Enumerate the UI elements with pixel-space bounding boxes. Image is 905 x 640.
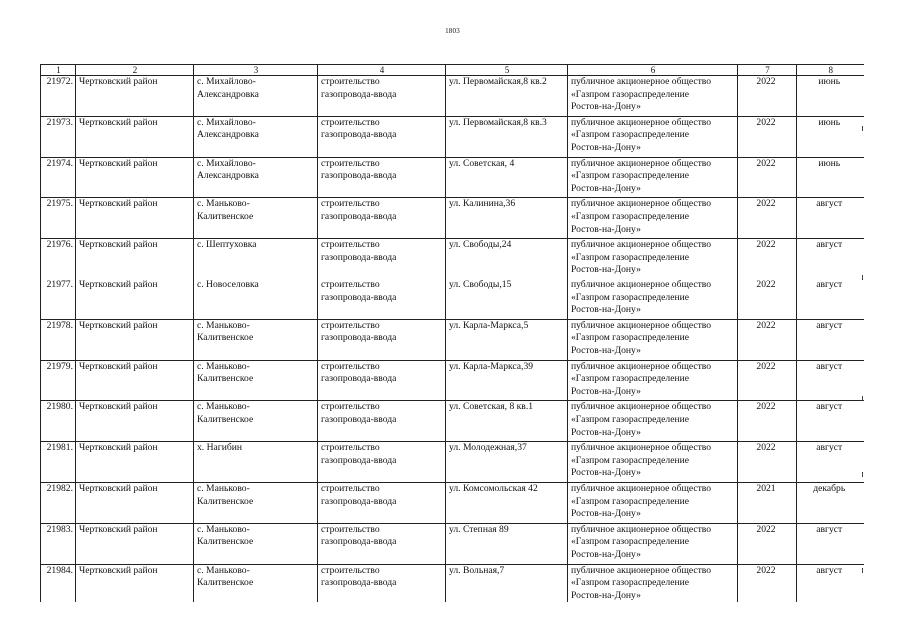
work-type-cell-line: газопровода-ввода <box>321 291 397 303</box>
organization-cell-line: Ростов-на-Дону» <box>571 223 641 235</box>
district-cell <box>76 442 194 483</box>
district-cell-line: Чертковский район <box>79 76 158 87</box>
organization-cell-line: публичное акционерное общество <box>571 564 712 576</box>
address-cell-line: ул. Вольная,7 <box>449 564 505 576</box>
organization-cell-line: публичное акционерное общество <box>571 198 712 210</box>
locality-cell-line: с. Михайлово- <box>197 76 256 87</box>
organization-cell-line: Ростов-на-Дону» <box>571 589 641 601</box>
organization-cell-line: Ростов-на-Дону» <box>571 467 641 479</box>
work-type-cell <box>318 442 446 483</box>
year-cell <box>738 482 797 523</box>
row-number-cell-line: 21979. <box>46 360 73 372</box>
row-number-cell <box>41 279 76 319</box>
row-number-cell <box>41 239 76 279</box>
row-number-cell-line: 21975. <box>46 198 73 210</box>
col-header-8: 8 <box>797 65 864 76</box>
work-type-cell-line: газопровода-ввода <box>321 536 397 548</box>
locality-cell-line: Александровка <box>197 88 259 100</box>
locality-cell-line: с. Михайлово- <box>197 157 256 169</box>
work-type-cell-line: газопровода-ввода <box>321 170 397 182</box>
address-cell-line: ул. Свободы,15 <box>449 278 512 290</box>
row-number-cell-line: 21977. <box>46 278 73 290</box>
district-cell <box>76 401 194 442</box>
locality-cell <box>194 401 318 442</box>
organization-cell-line: публичное акционерное общество <box>571 239 712 251</box>
district-cell-line: Чертковский район <box>79 319 158 331</box>
year-cell-line: 2022 <box>756 564 776 576</box>
month-cell <box>797 564 864 602</box>
organization-cell-line: Ростов-на-Дону» <box>571 141 641 153</box>
month-cell <box>797 482 864 523</box>
locality-cell <box>194 319 318 360</box>
year-cell <box>738 239 797 279</box>
organization-cell-line: Ростов-на-Дону» <box>571 304 641 316</box>
work-type-cell-line: газопровода-ввода <box>321 129 397 141</box>
month-cell-line: август <box>816 239 843 251</box>
district-cell <box>76 523 194 564</box>
district-cell <box>76 239 194 279</box>
locality-cell-line: с. Маньково- <box>197 360 250 372</box>
locality-cell <box>194 157 318 198</box>
month-cell-line: август <box>816 523 843 535</box>
address-cell-line: ул. Карла-Маркса,39 <box>449 360 534 372</box>
locality-cell-line: с. Михайлово- <box>197 116 256 128</box>
row-number-cell-line: 21978. <box>46 319 73 331</box>
year-cell-line: 2022 <box>756 239 776 251</box>
organization-cell-line: Ростов-на-Дону» <box>571 182 641 194</box>
district-cell-line: Чертковский район <box>79 523 158 535</box>
year-cell-line: 2022 <box>756 116 776 128</box>
district-cell-line: Чертковский район <box>79 401 158 413</box>
month-cell-line: август <box>816 401 843 413</box>
col-header-2: 2 <box>76 65 194 76</box>
locality-cell-line: Калитвенское <box>197 413 254 425</box>
address-cell <box>446 319 568 360</box>
month-cell-line: август <box>816 360 843 372</box>
work-type-cell <box>318 564 446 602</box>
locality-cell-line: Калитвенское <box>197 210 254 222</box>
organization-cell <box>568 76 738 117</box>
organization-cell-line: «Газпром газораспределение <box>571 210 689 222</box>
edge-mark <box>862 472 865 477</box>
row-number-cell <box>41 442 76 483</box>
work-type-cell <box>318 482 446 523</box>
organization-cell-line: «Газпром газораспределение <box>571 332 689 344</box>
work-type-cell-line: газопровода-ввода <box>321 251 397 263</box>
year-cell-line: 2021 <box>756 482 776 494</box>
address-cell-line: ул. Советская, 8 кв.1 <box>449 401 534 413</box>
month-cell <box>797 157 864 198</box>
registry-table <box>40 64 864 602</box>
district-cell <box>76 198 194 239</box>
row-number-cell-line: 21984. <box>46 564 73 576</box>
organization-cell-line: «Газпром газораспределение <box>571 454 689 466</box>
address-cell <box>446 482 568 523</box>
organization-cell-line: «Газпром газораспределение <box>571 413 689 425</box>
row-number-cell <box>41 482 76 523</box>
organization-cell-line: Ростов-на-Дону» <box>571 508 641 520</box>
edge-mark <box>862 396 865 401</box>
locality-cell-line: с. Новоселовка <box>197 278 259 290</box>
row-number-cell <box>41 319 76 360</box>
district-cell <box>76 76 194 117</box>
row-number-cell-line: 21981. <box>46 442 73 454</box>
col-header-6: 6 <box>568 65 738 76</box>
year-cell <box>738 76 797 117</box>
table-row <box>41 198 864 239</box>
organization-cell-line: Ростов-на-Дону» <box>571 548 641 560</box>
year-cell <box>738 198 797 239</box>
address-cell-line: ул. Первомайская,8 кв.3 <box>449 116 547 128</box>
work-type-cell <box>318 76 446 117</box>
row-number-cell-line: 21973. <box>46 116 73 128</box>
district-cell-line: Чертковский район <box>79 564 158 576</box>
table-row <box>41 157 864 198</box>
locality-cell-line: Александровка <box>197 170 259 182</box>
table-row <box>41 482 864 523</box>
district-cell <box>76 279 194 319</box>
month-cell <box>797 401 864 442</box>
month-cell-line: август <box>816 278 843 290</box>
row-number-cell-line: 21982. <box>46 482 73 494</box>
locality-cell-line: Калитвенское <box>197 373 254 385</box>
page-number: 1803 <box>445 27 460 35</box>
organization-cell-line: «Газпром газораспределение <box>571 291 689 303</box>
organization-cell <box>568 116 738 157</box>
organization-cell <box>568 239 738 279</box>
organization-cell <box>568 360 738 401</box>
organization-cell-line: Ростов-на-Дону» <box>571 385 641 397</box>
organization-cell-line: публичное акционерное общество <box>571 116 712 128</box>
address-cell-line: ул. Калинина,36 <box>449 198 516 210</box>
locality-cell-line: х. Нагибин <box>197 442 242 454</box>
organization-cell-line: публичное акционерное общество <box>571 360 712 372</box>
year-cell <box>738 319 797 360</box>
month-cell <box>797 319 864 360</box>
work-type-cell-line: строительство <box>321 401 380 413</box>
locality-cell-line: Калитвенское <box>197 536 254 548</box>
year-cell-line: 2022 <box>756 157 776 169</box>
work-type-cell-line: газопровода-ввода <box>321 373 397 385</box>
district-cell <box>76 319 194 360</box>
address-cell <box>446 523 568 564</box>
work-type-cell-line: газопровода-ввода <box>321 495 397 507</box>
month-cell <box>797 442 864 483</box>
row-number-cell <box>41 116 76 157</box>
address-cell-line: ул. Свободы,24 <box>449 239 512 251</box>
locality-cell-line: Калитвенское <box>197 495 254 507</box>
district-cell-line: Чертковский район <box>79 482 158 494</box>
work-type-cell-line: строительство <box>321 564 380 576</box>
work-type-cell-line: строительство <box>321 76 380 87</box>
table-row <box>41 319 864 360</box>
locality-cell <box>194 239 318 279</box>
month-cell <box>797 523 864 564</box>
year-cell-line: 2022 <box>756 401 776 413</box>
month-cell-line: июнь <box>818 116 841 128</box>
work-type-cell-line: строительство <box>321 157 380 169</box>
table-row <box>41 239 864 279</box>
district-cell-line: Чертковский район <box>79 116 158 128</box>
locality-cell-line: с. Маньково- <box>197 523 250 535</box>
district-cell <box>76 360 194 401</box>
month-cell <box>797 360 864 401</box>
address-cell-line: ул. Комсомольская 42 <box>449 482 538 494</box>
locality-cell-line: с. Маньково- <box>197 401 250 413</box>
row-number-cell <box>41 360 76 401</box>
district-cell-line: Чертковский район <box>79 278 158 290</box>
locality-cell-line: с. Маньково- <box>197 198 250 210</box>
district-cell-line: Чертковский район <box>79 198 158 210</box>
address-cell <box>446 239 568 279</box>
header-row <box>41 65 864 76</box>
district-cell <box>76 157 194 198</box>
district-cell-line: Чертковский район <box>79 442 158 454</box>
address-cell-line: ул. Первомайская,8 кв.2 <box>449 76 547 87</box>
organization-cell-line: Ростов-на-Дону» <box>571 426 641 438</box>
organization-cell <box>568 157 738 198</box>
year-cell <box>738 116 797 157</box>
locality-cell-line: Александровка <box>197 129 259 141</box>
organization-cell-line: «Газпром газораспределение <box>571 170 689 182</box>
work-type-cell <box>318 279 446 319</box>
locality-cell <box>194 360 318 401</box>
work-type-cell-line: газопровода-ввода <box>321 413 397 425</box>
year-cell-line: 2022 <box>756 523 776 535</box>
locality-cell <box>194 482 318 523</box>
month-cell-line: июнь <box>818 157 841 169</box>
row-number-cell <box>41 401 76 442</box>
table-row <box>41 523 864 564</box>
work-type-cell <box>318 319 446 360</box>
row-number-cell-line: 21972. <box>46 76 73 87</box>
organization-cell <box>568 482 738 523</box>
organization-cell-line: «Газпром газораспределение <box>571 536 689 548</box>
work-type-cell-line: газопровода-ввода <box>321 332 397 344</box>
work-type-cell-line: строительство <box>321 360 380 372</box>
work-type-cell-line: строительство <box>321 523 380 535</box>
month-cell-line: август <box>816 564 843 576</box>
district-cell-line: Чертковский район <box>79 360 158 372</box>
month-cell-line: июнь <box>818 76 841 87</box>
address-cell-line: ул. Степная 89 <box>449 523 509 535</box>
year-cell-line: 2022 <box>756 278 776 290</box>
locality-cell-line: с. Маньково- <box>197 319 250 331</box>
address-cell <box>446 279 568 319</box>
work-type-cell <box>318 523 446 564</box>
work-type-cell <box>318 239 446 279</box>
month-cell <box>797 198 864 239</box>
year-cell-line: 2022 <box>756 198 776 210</box>
work-type-cell-line: строительство <box>321 482 380 494</box>
organization-cell-line: публичное акционерное общество <box>571 401 712 413</box>
locality-cell <box>194 198 318 239</box>
locality-cell <box>194 564 318 602</box>
locality-cell-line: с. Маньково- <box>197 482 250 494</box>
locality-cell <box>194 279 318 319</box>
work-type-cell-line: строительство <box>321 239 380 251</box>
edge-mark <box>862 568 865 573</box>
year-cell-line: 2022 <box>756 442 776 454</box>
district-cell <box>76 116 194 157</box>
work-type-cell-line: строительство <box>321 278 380 290</box>
organization-cell <box>568 523 738 564</box>
address-cell <box>446 76 568 117</box>
organization-cell-line: Ростов-на-Дону» <box>571 101 641 113</box>
organization-cell-line: публичное акционерное общество <box>571 442 712 454</box>
year-cell <box>738 523 797 564</box>
table-row <box>41 116 864 157</box>
year-cell <box>738 564 797 602</box>
year-cell <box>738 360 797 401</box>
locality-cell-line: Калитвенское <box>197 577 254 589</box>
work-type-cell <box>318 157 446 198</box>
work-type-cell-line: газопровода-ввода <box>321 210 397 222</box>
work-type-cell <box>318 116 446 157</box>
row-number-cell-line: 21974. <box>46 157 73 169</box>
work-type-cell <box>318 401 446 442</box>
address-cell-line: ул. Молодежная,37 <box>449 442 527 454</box>
row-number-cell <box>41 157 76 198</box>
locality-cell <box>194 76 318 117</box>
month-cell-line: декабрь <box>813 482 846 494</box>
organization-cell-line: «Газпром газораспределение <box>571 373 689 385</box>
work-type-cell-line: газопровода-ввода <box>321 577 397 589</box>
work-type-cell-line: строительство <box>321 442 380 454</box>
work-type-cell <box>318 198 446 239</box>
month-cell-line: август <box>816 319 843 331</box>
address-cell <box>446 116 568 157</box>
row-number-cell-line: 21980. <box>46 401 73 413</box>
row-number-cell <box>41 523 76 564</box>
locality-cell-line: Калитвенское <box>197 332 254 344</box>
organization-cell-line: «Газпром газораспределение <box>571 251 689 263</box>
locality-cell <box>194 523 318 564</box>
year-cell <box>738 442 797 483</box>
locality-cell <box>194 116 318 157</box>
edge-mark <box>862 126 865 131</box>
organization-cell <box>568 279 738 319</box>
district-cell <box>76 482 194 523</box>
organization-cell-line: публичное акционерное общество <box>571 319 712 331</box>
table-row <box>41 401 864 442</box>
row-number-cell-line: 21983. <box>46 523 73 535</box>
row-number-cell <box>41 564 76 602</box>
table-row <box>41 442 864 483</box>
work-type-cell-line: строительство <box>321 116 380 128</box>
work-type-cell-line: строительство <box>321 198 380 210</box>
year-cell-line: 2022 <box>756 360 776 372</box>
organization-cell-line: публичное акционерное общество <box>571 278 712 290</box>
year-cell-line: 2022 <box>756 319 776 331</box>
organization-cell-line: публичное акционерное общество <box>571 157 712 169</box>
organization-cell <box>568 198 738 239</box>
organization-cell <box>568 564 738 602</box>
row-number-cell <box>41 76 76 117</box>
col-header-3: 3 <box>194 65 318 76</box>
year-cell <box>738 157 797 198</box>
address-cell <box>446 401 568 442</box>
col-header-5: 5 <box>446 65 568 76</box>
month-cell <box>797 279 864 319</box>
address-cell <box>446 157 568 198</box>
year-cell <box>738 401 797 442</box>
organization-cell-line: «Газпром газораспределение <box>571 88 689 100</box>
address-cell <box>446 442 568 483</box>
year-cell <box>738 279 797 319</box>
organization-cell-line: «Газпром газораспределение <box>571 495 689 507</box>
district-cell-line: Чертковский район <box>79 157 158 169</box>
month-cell <box>797 76 864 117</box>
col-header-7: 7 <box>738 65 797 76</box>
organization-cell-line: публичное акционерное общество <box>571 523 712 535</box>
work-type-cell <box>318 360 446 401</box>
locality-cell-line: с. Маньково- <box>197 564 250 576</box>
month-cell <box>797 239 864 279</box>
month-cell <box>797 116 864 157</box>
work-type-cell-line: строительство <box>321 319 380 331</box>
col-header-4: 4 <box>318 65 446 76</box>
address-cell <box>446 360 568 401</box>
address-cell-line: ул. Советская, 4 <box>449 157 515 169</box>
organization-cell-line: «Газпром газораспределение <box>571 577 689 589</box>
table-row <box>41 279 864 319</box>
address-cell <box>446 564 568 602</box>
organization-cell-line: Ростов-на-Дону» <box>571 344 641 356</box>
organization-cell-line: публичное акционерное общество <box>571 76 712 87</box>
address-cell <box>446 198 568 239</box>
month-cell-line: август <box>816 442 843 454</box>
organization-cell-line: публичное акционерное общество <box>571 482 712 494</box>
table-row <box>41 360 864 401</box>
edge-mark <box>862 275 865 280</box>
row-number-cell <box>41 198 76 239</box>
row-number-cell-line: 21976. <box>46 239 73 251</box>
district-cell <box>76 564 194 602</box>
table-row <box>41 564 864 602</box>
month-cell-line: август <box>816 198 843 210</box>
year-cell-line: 2022 <box>756 76 776 87</box>
district-cell-line: Чертковский район <box>79 239 158 251</box>
col-header-1: 1 <box>41 65 76 76</box>
locality-cell <box>194 442 318 483</box>
organization-cell <box>568 442 738 483</box>
organization-cell-line: Ростов-на-Дону» <box>571 264 641 276</box>
organization-cell <box>568 319 738 360</box>
locality-cell-line: с. Шептуховка <box>197 239 257 251</box>
table-row <box>41 76 864 117</box>
organization-cell <box>568 401 738 442</box>
work-type-cell-line: газопровода-ввода <box>321 88 397 100</box>
work-type-cell-line: газопровода-ввода <box>321 454 397 466</box>
organization-cell-line: «Газпром газораспределение <box>571 129 689 141</box>
address-cell-line: ул. Карла-Маркса,5 <box>449 319 529 331</box>
